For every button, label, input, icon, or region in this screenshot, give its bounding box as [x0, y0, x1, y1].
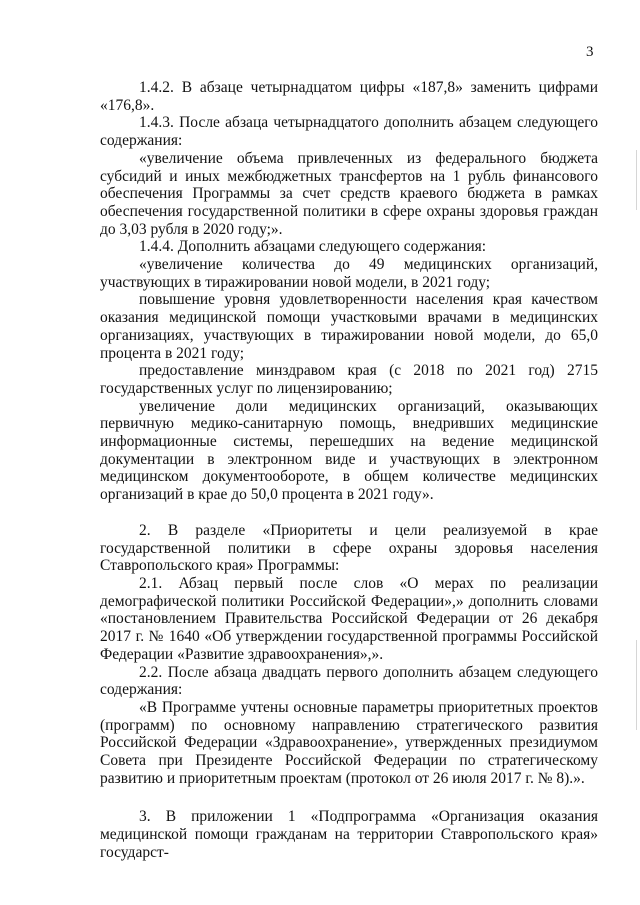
- paragraph-section-3: 3. В приложении 1 «Подпрограмма «Организация оказания медицинской помощи гражданам на территории Ставропольского края» государст-: [100, 808, 598, 861]
- scan-edge-mark: [636, 640, 637, 730]
- paragraph-2-1: 2.1. Абзац первый после слов «О мерах по реализации демографической политики Российской Федерации»,» дополнить словами «постановлением Правительства Российской Федерации от 26 декабря 2017 г. № 1640 «Об утверждении государственной программы Российской Федерации «Развитие здравоохранения»,».: [100, 574, 598, 663]
- paragraph-satisfaction: повышение уровня удовлетворенности населения края качеством оказания медицинской помощи участковыми врачами в медицинских организациях, участвующих в тиражировании новой модели, до 65,0 процента в 2021 году;: [100, 291, 598, 362]
- paragraph-1-4-4: 1.4.4. Дополнить абзацами следующего содержания:: [139, 238, 487, 256]
- section-spacer: [100, 787, 598, 808]
- paragraph-information-systems: увеличение доли медицинских организаций, оказывающих первичную медико-санитарную помощь, внедривших медицинские информационные системы, перешедших на ведение медицинской документации в электронном виде и участвующих в электронном медицинском документообороте, в общем количестве медицинских организаций в крае до 50,0 процента в 2021 году».: [100, 397, 598, 504]
- scan-edge-mark: [636, 150, 637, 210]
- paragraph-1-4-2: 1.4.2. В абзаце четырнадцатом цифры «187,8» заменить цифрами «176,8».: [100, 79, 598, 114]
- paragraph-quote-organizations: «увеличение количества до 49 медицинских организаций, участвующих в тиражировании новой модели, в 2021 году;: [100, 256, 598, 291]
- page-number: 3: [586, 44, 594, 60]
- paragraph-quote-subsidies: «увеличение объема привлеченных из федерального бюджета субсидий и иных межбюджетных трансфертов на 1 рубль финансового обеспечения Программы за счет средств краевого бюджета в рамках обеспечения государственной политики в сфере охраны здоровья граждан до 3,03 рубля в 2020 году;».: [100, 149, 598, 238]
- paragraph-1-4-3: 1.4.3. После абзаца четырнадцатого дополнить абзацем следующего содержания:: [100, 114, 598, 150]
- paragraph-2-2: 2.2. После абзаца двадцать первого дополнить абзацем следующего содержания:: [100, 663, 598, 699]
- document-body: [100, 79, 598, 862]
- paragraph-quote-priority-projects: «В Программе учтены основные параметры приоритетных проектов (программ) по основному направлению стратегического развития Российской Федерации «Здравоохранение», утвержденных президиумом Совета при Президенте Российской Федерации по стратегическому развитию и приоритетным проектам (протокол от 26 июля 2017 г. № 8).».: [100, 698, 598, 787]
- paragraph-section-2: 2. В разделе «Приоритеты и цели реализуемой в крае государственной политики в сфере охраны здоровья населения Ставропольского края» Программы:: [100, 521, 598, 575]
- paragraph-licensing: предоставление минздравом края (с 2018 по 2021 год) 2715 государственных услуг по лицензированию;: [100, 362, 598, 397]
- section-spacer: [100, 504, 598, 522]
